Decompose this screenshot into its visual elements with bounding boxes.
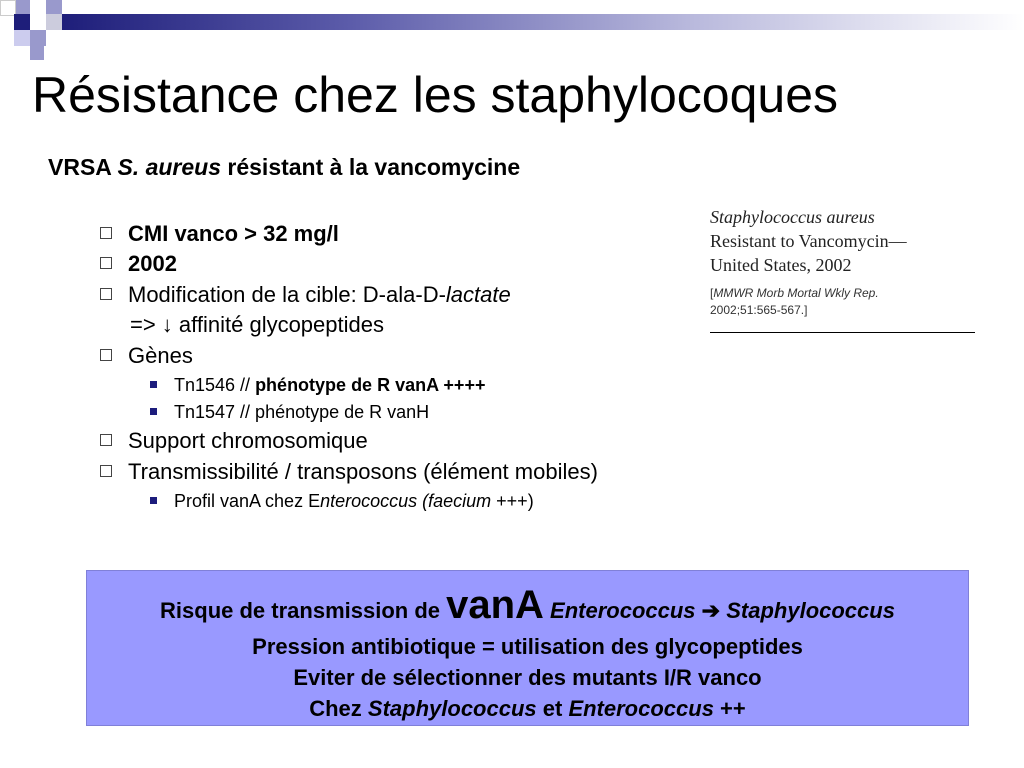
bullet-text: CMI vanco > 32 mg/l (128, 221, 339, 246)
bullet-modification (100, 280, 511, 310)
header-gradient-bar (62, 14, 1024, 30)
decor-square (14, 30, 30, 46)
reference-title (710, 205, 975, 277)
callout-text: Risque de transmission de (160, 598, 447, 623)
bullet-text: Tn1547 // phénotype de R vanH (174, 402, 430, 422)
decor-square (46, 14, 62, 30)
callout-staphylococcus: Staphylococcus (367, 696, 537, 721)
reference-citation (710, 285, 975, 319)
filled-square-bullet-icon (150, 408, 157, 415)
callout-line-1 (87, 585, 968, 631)
callout-line-2: Pression antibiotique = utilisation des glycopeptides (252, 634, 803, 659)
subtitle-prefix: VRSA (48, 154, 118, 180)
citation-journal: MMWR Morb Mortal Wkly Rep. (713, 286, 879, 300)
bullet-year (100, 249, 177, 279)
bullet-text: Gènes (128, 343, 193, 368)
bullet-genes (100, 341, 193, 371)
subtitle-suffix: résistant à la vancomycine (221, 154, 521, 180)
bullet-text: 2002 (128, 251, 177, 276)
bullet-text: Tn1546 // (174, 375, 256, 395)
callout-line-4 (87, 693, 968, 724)
bullet-italic: lactate (445, 282, 511, 307)
callout-vana: vanA (446, 583, 544, 627)
square-bullet-icon (100, 349, 112, 361)
decor-square (14, 14, 30, 30)
callout-text: Chez (309, 696, 368, 721)
square-bullet-icon (100, 257, 112, 269)
reference-title-line1: Staphylococcus aureus (710, 207, 875, 227)
callout-staphylococcus: Staphylococcus (726, 598, 895, 623)
filled-square-bullet-icon (150, 497, 157, 504)
subbullet-tn1546 (150, 372, 485, 398)
citation-bracket: [ (710, 286, 714, 300)
bullet-bold: phénotype de R vanA ++++ (255, 375, 486, 395)
bullet-text: Transmissibilité / transposons (élément mobiles) (128, 459, 598, 484)
square-bullet-icon (100, 227, 112, 239)
bullet-text: +++) (491, 491, 534, 511)
subtitle-italic: S. aureus (117, 154, 221, 180)
callout-text: ++ (713, 696, 746, 721)
decor-square (16, 0, 30, 14)
bullet-italic: nterococcus (faecium (320, 491, 492, 511)
reference-title-line3: United States, 2002 (710, 255, 852, 275)
decor-square (30, 30, 46, 46)
square-bullet-icon (100, 465, 112, 477)
bullet-transmissibilite (100, 457, 598, 487)
risk-callout-box (86, 570, 969, 726)
subbullet-tn1547 (150, 399, 429, 425)
callout-enterococcus: Enterococcus (568, 696, 714, 721)
decor-square (30, 14, 46, 30)
citation-details: 2002;51:565-567.] (710, 303, 808, 317)
callout-text: et (536, 696, 569, 721)
bullet-text: Profil vanA chez E (174, 491, 321, 511)
reference-clipping (710, 205, 975, 333)
bullet-modification-cont: => ↓ affinité glycopeptides (130, 312, 384, 337)
arrow-right-icon: ➔ (701, 598, 721, 623)
decor-square (30, 46, 44, 60)
slide-title: Résistance chez les staphylocoques (32, 67, 839, 123)
bullet-support (100, 426, 368, 456)
filled-square-bullet-icon (150, 381, 157, 388)
bullet-text: Support chromosomique (128, 428, 368, 453)
slide-subtitle (48, 150, 520, 184)
square-bullet-icon (100, 434, 112, 446)
callout-line-3: Eviter de sélectionner des mutants I/R vanco (293, 665, 762, 690)
bullet-cmi (100, 219, 339, 249)
square-bullet-icon (100, 288, 112, 300)
subbullet-profil (150, 488, 534, 514)
reference-title-line2: Resistant to Vancomycin— (710, 231, 907, 251)
bullet-text: Modification de la cible: D-ala-D- (128, 282, 446, 307)
callout-enterococcus: Enterococcus (550, 598, 696, 623)
